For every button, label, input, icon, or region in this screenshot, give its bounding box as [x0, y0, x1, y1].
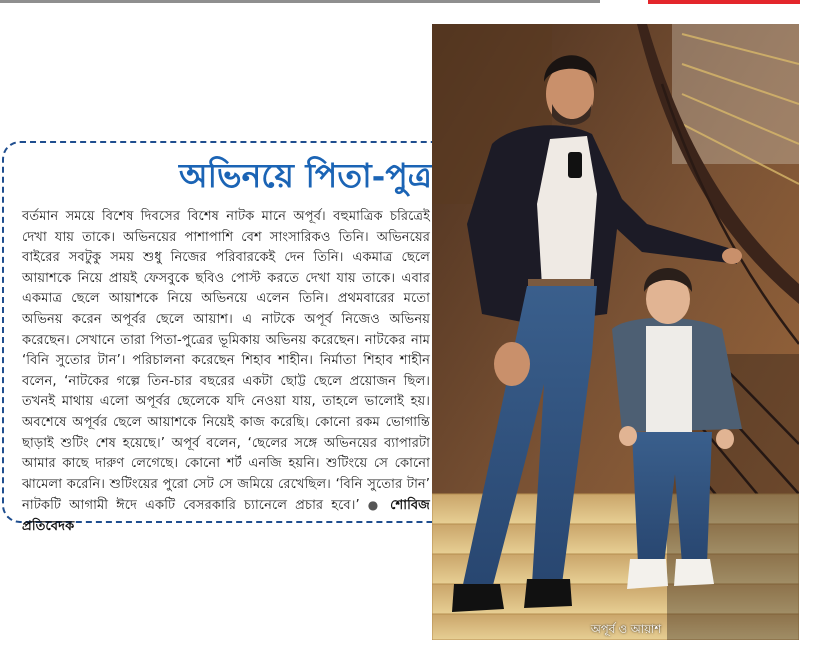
- photo-caption: অপূর্ব ও আয়াশ: [590, 622, 662, 636]
- article-headline: অভিনয়ে পিতা-পুত্র: [178, 156, 432, 195]
- top-accent-rule: [648, 0, 800, 4]
- article-photo: [432, 24, 799, 640]
- byline-bullet-icon: ●: [367, 498, 383, 513]
- article-byline: শোবিজ প্রতিবেদক: [22, 498, 430, 534]
- photo-illustration: [432, 24, 799, 640]
- article-body-text: বর্তমান সময়ে বিশেষ দিবসের বিশেষ নাটক মানে অপূর্ব। বহুমাত্রিক চরিত্রেই দেখা যায় তাকে। অভিনয়ের পাশাপাশি বেশ সাংসারিকও তিনি। অভিনয়ের বাইরের সবটুকু সময় শুধু নিজের পরিবারকেই দেন তিনি। একমাত্র ছেলে আয়াশকে নিয়ে প্রায়ই ফেসবুকে ছবিও পোস্ট করতে দেখা যায় তাকে। এবার একমাত্র ছেলে আয়াশকে নিয়ে অভিনয়ে এলেন তিনি। প্রথমবারের মতো অভিনয় করেন অপূর্বর ছেলে আয়াশ। এ নাটকে অপূর্ব নিজেও অভিনয় করেছেন। সেখানে তারা পিতা-পুত্রের ভূমিকায় অভিনয় করেছেন। নাটকের নাম ‘বিনি সুতোর টান’। পরিচালনা করেছেন শিহাব শাহীন। নির্মাতা শিহাব শাহীন বলেন, ‘নাটকের গল্পে তিন-চার বছরের একটা ছোট্ট ছেলে প্রয়োজন ছিল। তখনই মাথায় এলো অপূর্বর ছেলেকে যদি নেওয়া যায়, তাহলে ভালোই হয়। অবশেষে অপূর্বর ছেলে আয়াশকে নিয়েই কাজ করেছি। কোনো রকম ভোগান্তি ছাড়াই শুটিং শেষ হয়েছে।’ অপূর্ব বলেন, ‘ছেলের সঙ্গে অভিনয়ের ব্যাপারটা আমার কাছে দারুণ লেগেছে। কোনো শর্ট এনজি হয়নি। শুটিংয়ে সে কোনো ঝামেলা করেনি। শুটিংয়ের পুরো সেট সে জমিয়ে রেখেছিল। ‘বিনি সুতোর টান’ নাটকটি আগামী ঈদে একটি বেসরকারি চ্যানেলে প্রচার হবে।’: [22, 209, 430, 514]
- top-rule: [0, 0, 600, 3]
- article-body: [22, 207, 430, 538]
